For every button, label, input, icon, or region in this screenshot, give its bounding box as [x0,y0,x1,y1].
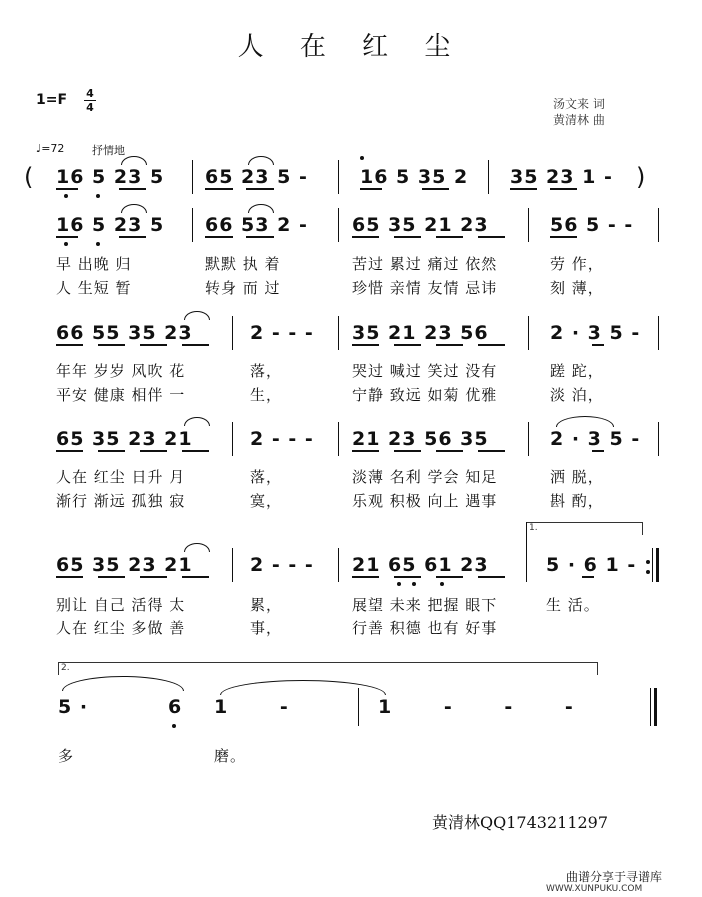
lyric-line-1: 别让 自己 活得 太 [56,596,186,614]
measure-notes: 16 5 23 5 [56,214,165,236]
time-signature-bottom: 4 [86,101,94,114]
measure-notes: 1 - [214,696,289,718]
measure-notes: 65 35 23 21 [56,554,193,576]
measure-notes: 21 65 61 23 [352,554,489,576]
lyric-line-2: 行善 积德 也有 好事 [352,619,498,637]
measure-notes: 66 53 2 - [205,214,308,236]
lyric-line-1: 磨。 [214,747,247,765]
measure-notes: 65 35 21 23 [352,214,489,236]
lyric-line-1: 蹉 跎， [550,362,604,380]
lyric-line-1: 人在 红尘 日升 月 [56,468,186,486]
lyric-line-2: 乐观 积极 向上 遇事 [352,492,498,510]
watermark-line-1: 曲谱分享于寻谱库 [566,870,663,884]
volta-first-label: 1. [529,523,538,533]
lyric-line-1: 展望 未来 把握 眼下 [352,596,498,614]
lyric-line-2: 寞， [250,492,283,510]
lyric-line-2: 平安 健康 相伴 一 [56,386,186,404]
measure-notes: 2 · 3 5 - [550,322,641,344]
lyric-line-2: 珍惜 亲情 友情 忌讳 [352,279,498,297]
measure-notes: 66 55 35 23 [56,322,193,344]
lyric-line-1: 早 出晚 归 [56,255,132,273]
lyric-line-2: 事， [250,619,283,637]
lyric-line-2: 人在 红尘 多做 善 [56,619,186,637]
lyric-line-2: 渐行 渐远 孤独 寂 [56,492,186,510]
measure-notes: 21 23 56 35 [352,428,489,450]
measure-notes: 56 5 - - [550,214,634,236]
lyricist-credit: 汤文来 词 [553,97,605,111]
tempo-mark: ♩=72 [36,142,65,155]
lyric-line-1: 累， [250,596,283,614]
lyric-line-1: 落， [250,468,283,486]
arranger-contact: 黄清林QQ1743211297 [432,813,609,832]
measure-notes: 1 - - - [378,696,574,718]
lyric-line-2: 宁静 致远 如菊 优雅 [352,386,498,404]
measure-notes: 16 5 35 2 [360,166,469,188]
lyric-line-1: 哭过 喊过 笑过 没有 [352,362,498,380]
time-signature-top: 4 [86,87,94,100]
lyric-line-2: 人 生短 暂 [56,279,132,297]
measure-notes: 2 - - - [250,428,314,450]
measure-notes: 16 5 23 5 [56,166,165,188]
measure-notes: 5 · 6 1 - [546,554,637,576]
measure-notes: 2 - - - [250,554,314,576]
lyric-line-2: 刻 薄， [550,279,604,297]
lyric-line-1: 淡薄 名利 学会 知足 [352,468,498,486]
lyric-line-1: 默默 执 着 [205,255,281,273]
intro-open-paren: ( [24,163,35,191]
lyric-line-2: 转身 而 过 [205,279,281,297]
measure-notes: 5 · [58,696,89,718]
measure-notes: 35 23 1 - [510,166,613,188]
key-signature: 1=F [36,92,68,108]
volta-second-label: 2. [61,663,70,673]
measure-notes: 2 - - - [250,322,314,344]
lyric-line-1: 多 [58,747,75,765]
score-title: 人 在 红 尘 [237,32,465,62]
lyric-line-1: 落， [250,362,283,380]
measure-notes: 65 35 23 21 [56,428,193,450]
lyric-line-2: 生， [250,386,283,404]
time-signature [84,88,96,113]
composer-credit: 黄清林 曲 [553,113,605,127]
lyric-line-1: 生 活。 [546,596,600,614]
measure-notes: 35 21 23 56 [352,322,489,344]
lyric-line-2: 淡 泊， [550,386,604,404]
intro-close-paren: ) [636,163,647,191]
expression-mark: 抒情地 [92,144,125,157]
lyric-line-1: 苦过 累过 痛过 依然 [352,255,498,273]
lyric-line-1: 劳 作， [550,255,604,273]
lyric-line-1: 年年 岁岁 风吹 花 [56,362,186,380]
measure-notes: 6 [168,696,183,718]
measure-notes: 65 23 5 - [205,166,308,188]
watermark-line-2: WWW.XUNPUKU.COM [546,884,643,894]
lyric-line-1: 洒 脱， [550,468,604,486]
measure-notes: 2 · 3 5 - [550,428,641,450]
lyric-line-2: 斟 酌， [550,492,604,510]
